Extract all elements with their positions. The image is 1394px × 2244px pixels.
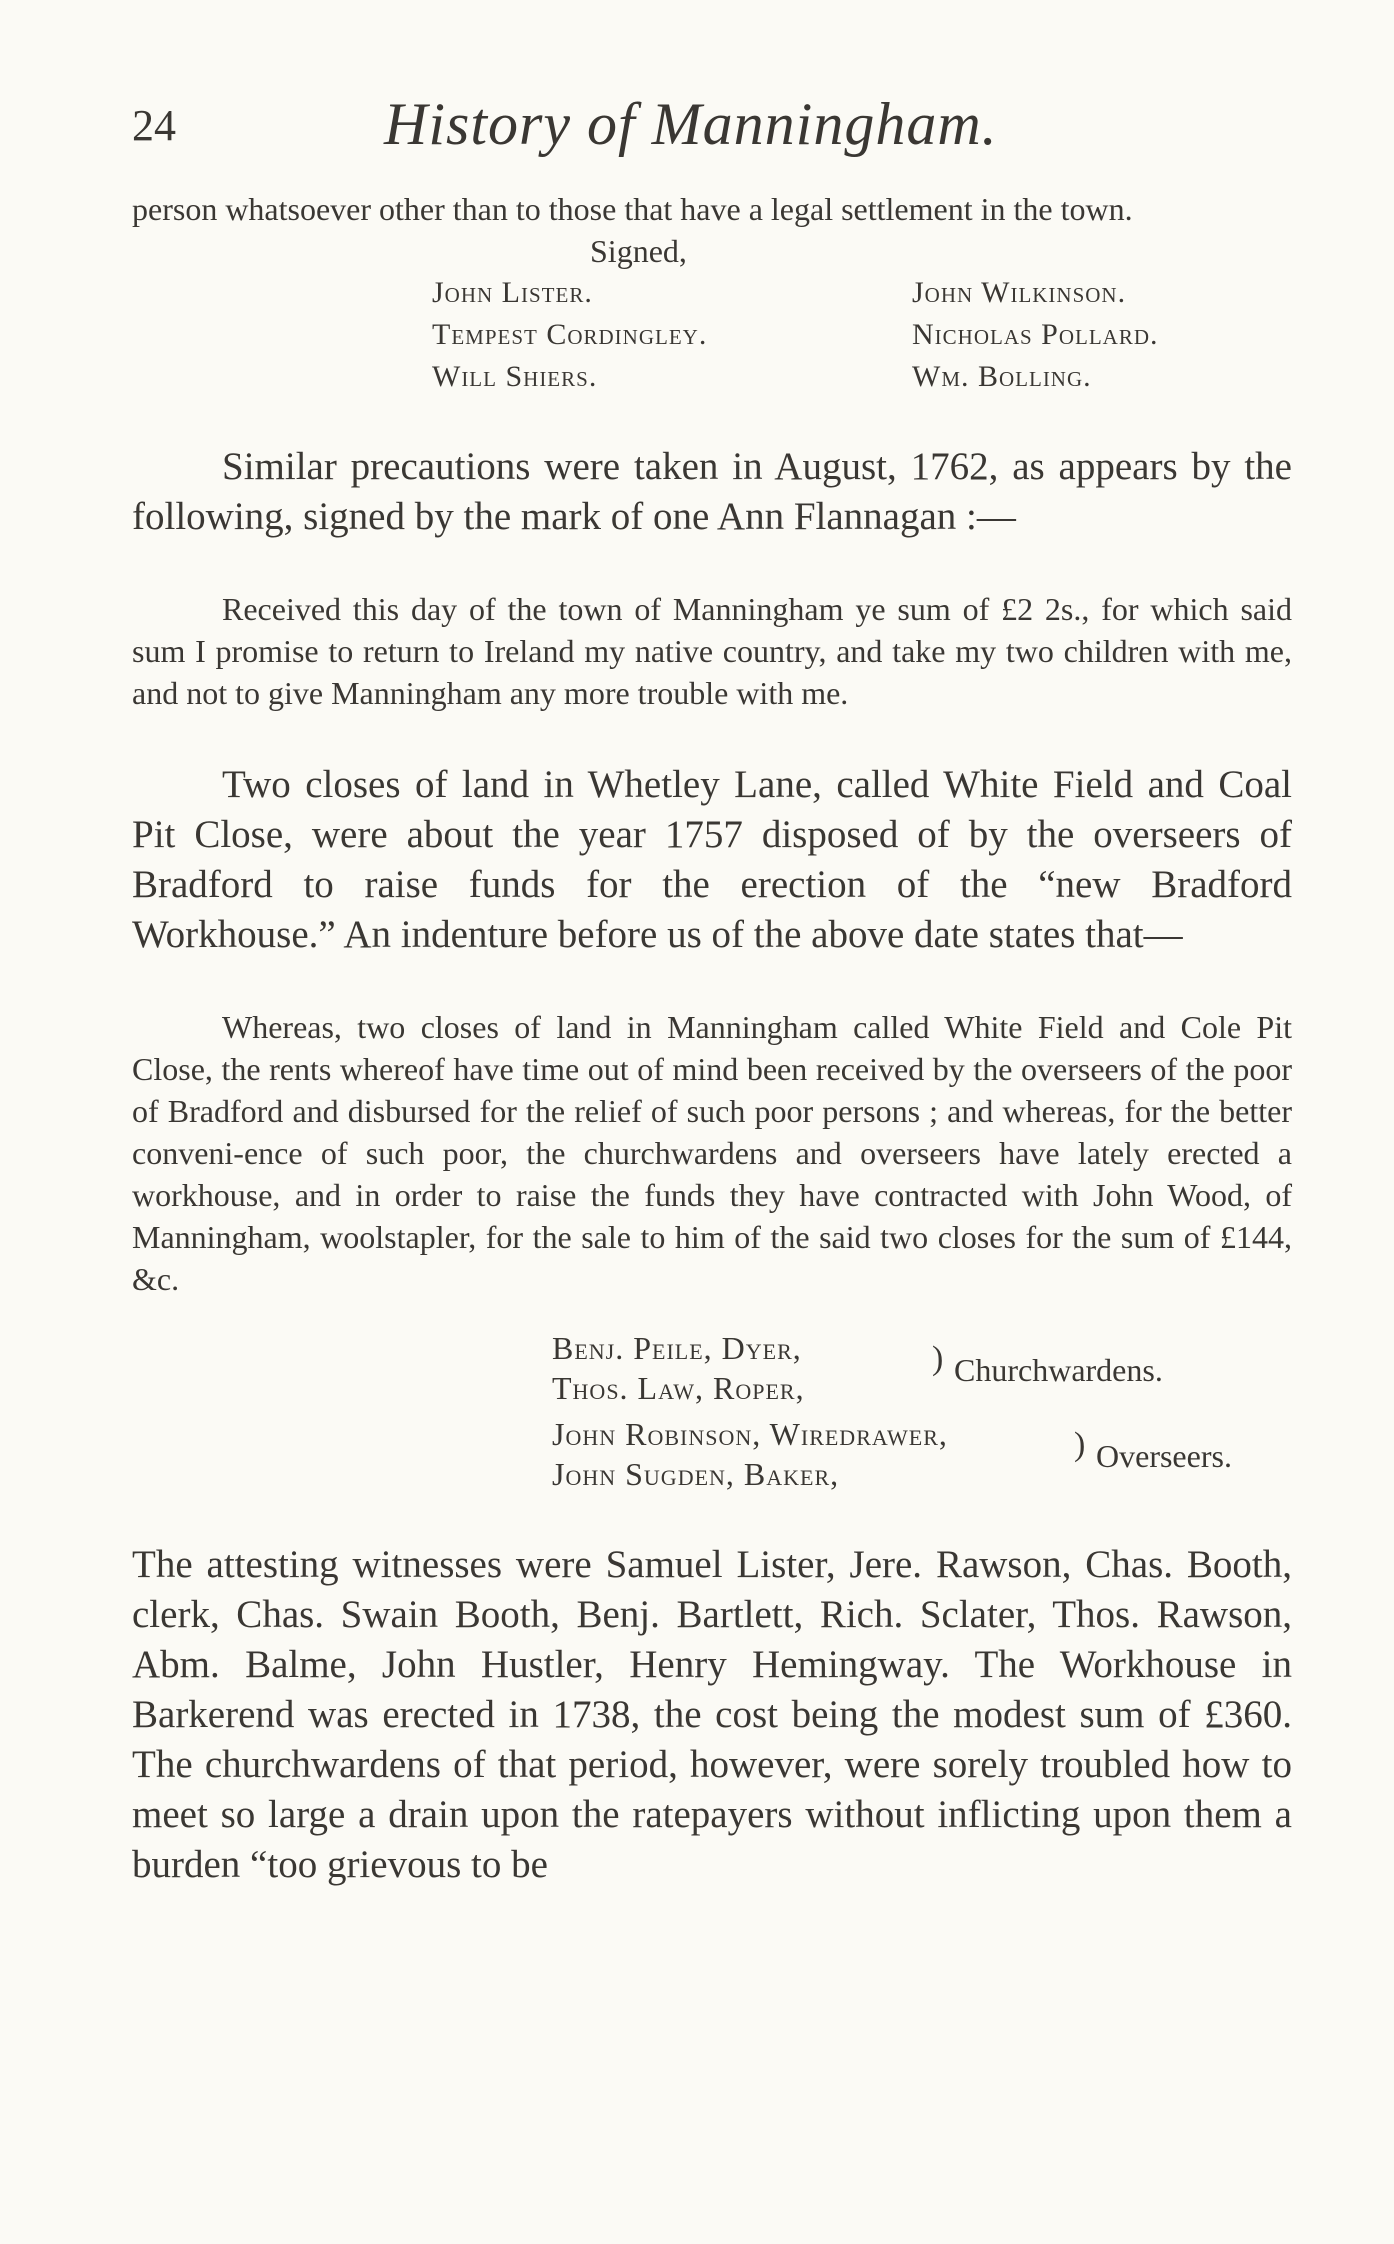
churchwarden-name: Benj. Peile, Dyer, <box>552 1330 802 1366</box>
quote-receipt: Received this day of the town of Manningham ye sum of £2 2s., for which said sum I promise to return to Ireland my native country, and take my two children with me, and not to give Manningham any more trouble with me. <box>132 591 1292 711</box>
brace-symbol: ) <box>932 1340 944 1377</box>
signatory-name: Will Shiers. <box>432 360 598 393</box>
signatory-name: Wm. Bolling. <box>912 360 1092 393</box>
churchwarden-name: Thos. Law, Roper, <box>552 1370 805 1406</box>
page-header <box>132 90 1292 170</box>
page-number: 24 <box>132 101 176 150</box>
book-page <box>132 90 1292 1890</box>
overseers-label: Overseers. <box>1096 1438 1232 1474</box>
quote-indenture: Whereas, two closes of land in Manningham called White Field and Cole Pit Close, the rents whereof have time out of mind been received by the overseers of the poor of Bradford and disbursed for the relief of such poor persons ; and whereas, for the better conveni-ence of such poor, the churchwardens and overseers have lately erected a workhouse, and in order to raise the funds they have contracted with John Wood, of Manningham, woolstapler, for the sale to him of the said two closes for the sum of £144, &c. <box>132 1009 1292 1297</box>
signatory-name: Tempest Cordingley. <box>432 318 708 351</box>
running-title: History of Manningham. <box>384 91 998 157</box>
paragraph-closes: Two closes of land in Whetley Lane, called White Field and Coal Pit Close, were about the year 1757 disposed of by the overseers of Bradford to raise funds for the erection of the “new Bradford Workhouse.” An indenture before us of the above date states that— <box>132 763 1292 956</box>
overseer-name: John Robinson, Wiredrawer, <box>552 1416 948 1452</box>
paragraph-precautions: Similar precautions were taken in August, 1762, as appears by the following, signed by the mark of one Ann Flannagan :— <box>132 445 1292 538</box>
signed-label: Signed, <box>590 233 687 269</box>
signatories-list <box>432 272 1292 398</box>
opening-paragraph: person whatsoever other than to those that have a legal settlement in the town. <box>132 191 1133 227</box>
indenture-signatures <box>552 1330 1292 1502</box>
paragraph-witnesses: The attesting witnesses were Samuel Lister, Jere. Rawson, Chas. Booth, clerk, Chas. Swain Booth, Benj. Bartlett, Rich. Sclater, Thos. Rawson, Abm. Balme, John Hustler, Henry Hemingway. The Workhouse in Barkerend was erected in 1738, the cost being the modest sum of £360. The churchwardens of that period, however, were sorely troubled how to meet so large a drain upon the ratepayers without inflicting upon them a burden “too grievous to be <box>132 1543 1292 1886</box>
churchwardens-label: Churchwardens. <box>954 1352 1163 1388</box>
brace-symbol: ) <box>1074 1426 1086 1463</box>
signatory-name: Nicholas Pollard. <box>912 318 1159 351</box>
overseer-name: John Sugden, Baker, <box>552 1456 840 1492</box>
signatory-name: John Lister. <box>432 276 593 309</box>
signatory-name: John Wilkinson. <box>912 276 1127 309</box>
